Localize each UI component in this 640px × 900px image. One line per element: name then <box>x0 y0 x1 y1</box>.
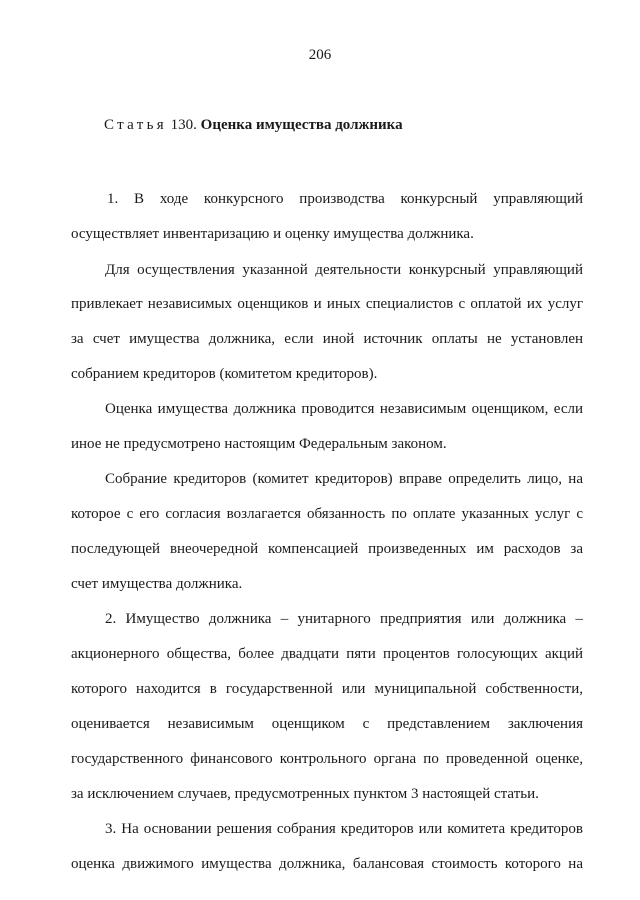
text-line: осуществляет инвентаризацию и оценку имущества должника. <box>71 226 474 242</box>
text-line: Для осуществления указанной деятельности конкурсный управляющий <box>105 262 583 278</box>
page-number: 206 <box>308 47 332 63</box>
text-line: оценивается независимым оценщиком с представлением заключения <box>71 716 583 732</box>
text-line: иное не предусмотрено настоящим Федеральным законом. <box>71 436 447 452</box>
text-line: за исключением случаев, предусмотренных пунктом 3 настоящей статьи. <box>71 786 539 802</box>
text-line: акционерного общества, более двадцати пяти процентов голосующих акций <box>71 646 583 662</box>
text-line: 1. В ходе конкурсного производства конкурсный управляющий <box>107 191 583 207</box>
article-label: Статья <box>104 117 167 133</box>
text-line: собранием кредиторов (комитетом кредиторов). <box>71 366 378 382</box>
text-line: которого находится в государственной или муниципальной собственности, <box>71 681 583 697</box>
text-line: государственного финансового контрольного органа по проведенной оценке, <box>71 751 583 767</box>
text-line: за счет имущества должника, если иной источник оплаты не установлен <box>71 331 583 347</box>
article-heading <box>104 117 403 134</box>
text-line: которое с его согласия возлагается обязанность по оплате указанных услуг с <box>71 506 583 522</box>
text-line: 2. Имущество должника – унитарного предприятия или должника – <box>105 611 583 627</box>
text-line: последующей внеочередной компенсацией произведенных им расходов за <box>71 541 583 557</box>
text-line: счет имущества должника. <box>71 576 243 592</box>
text-line: Оценка имущества должника проводится независимым оценщиком, если <box>105 401 583 417</box>
text-line: Собрание кредиторов (комитет кредиторов) вправе определить лицо, на <box>105 471 583 487</box>
text-line: привлекает независимых оценщиков и иных специалистов с оплатой их услуг <box>71 296 583 312</box>
article-title: Оценка имущества должника <box>200 117 403 133</box>
text-line: 3. На основании решения собрания кредиторов или комитета кредиторов <box>105 821 583 837</box>
text-line: оценка движимого имущества должника, балансовая стоимость которого на <box>71 856 583 872</box>
article-number: 130. <box>170 117 197 133</box>
